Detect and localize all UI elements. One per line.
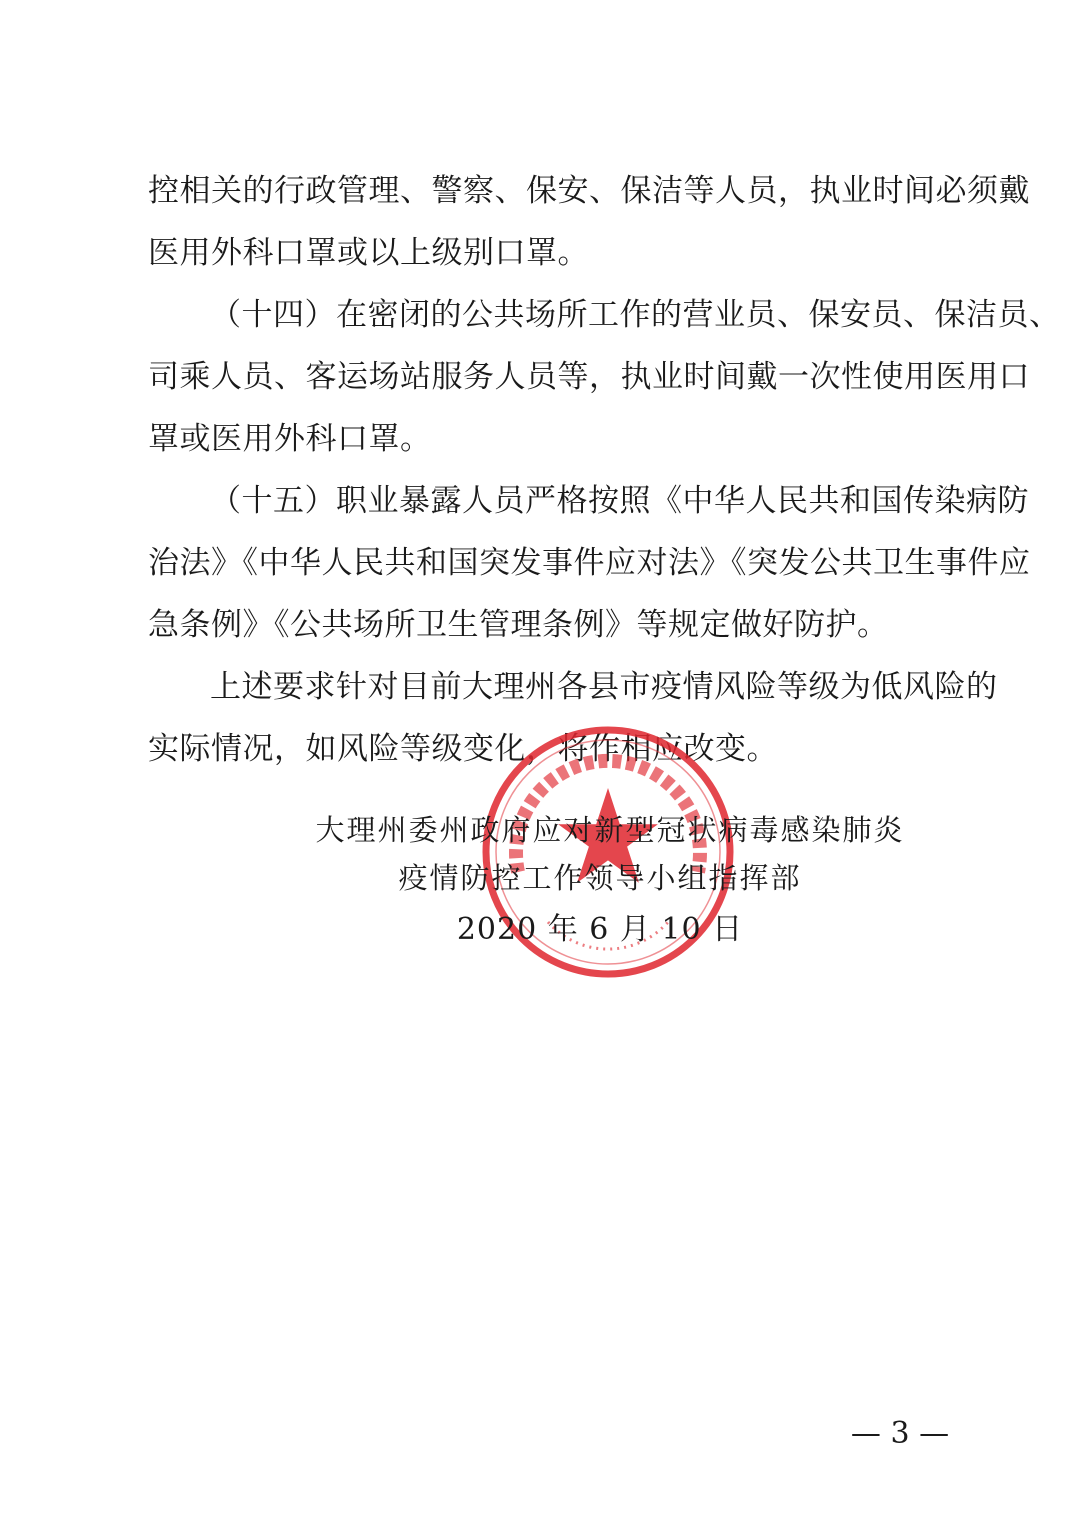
signature-date: 2020 年 6 月 10 日: [456, 912, 744, 947]
text-line: 司乘人员、客运场站服务人员等，执业时间戴一次性使用医用口: [148, 359, 1030, 395]
signature-organization-line2: 疫情防控工作领导小组指挥部: [398, 861, 802, 895]
text-line: 上述要求针对目前大理州各县市疫情风险等级为低风险的: [210, 669, 998, 705]
text-line: （十四）在密闭的公共场所工作的营业员、保安员、保洁员、: [210, 297, 1061, 333]
page-number: — 3 —: [850, 1416, 950, 1451]
signature-organization-line1: 大理州委州政府应对新型冠状病毒感染肺炎: [315, 813, 905, 847]
text-line: 治法》《中华人民共和国突发事件应对法》《突发公共卫生事件应: [148, 545, 1031, 581]
text-line: （十五）职业暴露人员严格按照《中华人民共和国传染病防: [210, 483, 1029, 519]
text-line: 急条例》《公共场所卫生管理条例》等规定做好防护。: [148, 607, 889, 643]
text-line: 实际情况，如风险等级变化，将作相应改变。: [148, 731, 778, 767]
document-body: [148, 160, 1061, 780]
text-line: 罩或医用外科口罩。: [148, 421, 432, 457]
text-line: 医用外科口罩或以上级别口罩。: [148, 235, 589, 271]
text-line: 控相关的行政管理、警察、保安、保洁等人员，执业时间必须戴: [148, 173, 1030, 209]
